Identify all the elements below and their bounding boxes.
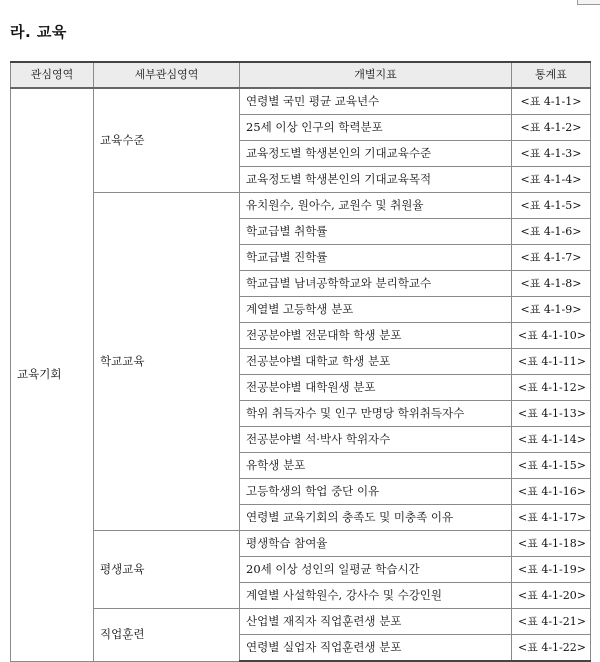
- table-row: [11, 609, 591, 635]
- subarea-cell: 평생교육: [94, 531, 240, 609]
- indicator-cell: 교육정도별 학생본인의 기대교육목적: [240, 167, 512, 193]
- indicator-cell: 유치원수, 원아수, 교원수 및 취원율: [240, 193, 512, 219]
- section-title: 라. 교육: [10, 23, 67, 41]
- stat-table-cell: <표 4-1-9>: [512, 297, 591, 323]
- stat-table-cell: <표 4-1-14>: [512, 427, 591, 453]
- indicator-cell: 고등학생의 학업 중단 이유: [240, 479, 512, 505]
- indicator-table: [10, 61, 591, 662]
- subarea-cell: 학교교육: [94, 193, 240, 531]
- stat-table-cell: <표 4-1-6>: [512, 219, 591, 245]
- indicator-cell: 교육정도별 학생본인의 기대교육수준: [240, 141, 512, 167]
- stat-table-cell: <표 4-1-21>: [512, 609, 591, 635]
- indicator-cell: 연령별 국민 평균 교육년수: [240, 88, 512, 115]
- indicator-cell: 연령별 실업자 직업훈련생 분포: [240, 635, 512, 662]
- stat-table-cell: <표 4-1-13>: [512, 401, 591, 427]
- table-row: [11, 531, 591, 557]
- indicator-cell: 평생학습 참여율: [240, 531, 512, 557]
- stat-table-cell: <표 4-1-11>: [512, 349, 591, 375]
- indicator-cell: 전공분야별 전문대학 학생 분포: [240, 323, 512, 349]
- table-body: [11, 88, 591, 661]
- table-row: [11, 88, 591, 115]
- stat-table-cell: <표 4-1-16>: [512, 479, 591, 505]
- corner-mark: [577, 0, 600, 5]
- header-row: [11, 62, 591, 88]
- stat-table-cell: <표 4-1-5>: [512, 193, 591, 219]
- indicator-cell: 전공분야별 대학교 학생 분포: [240, 349, 512, 375]
- header-subarea: 세부관심영역: [94, 62, 240, 88]
- stat-table-cell: <표 4-1-2>: [512, 115, 591, 141]
- header-area: 관심영역: [11, 62, 94, 88]
- stat-table-cell: <표 4-1-8>: [512, 271, 591, 297]
- stat-table-cell: <표 4-1-7>: [512, 245, 591, 271]
- stat-table-cell: <표 4-1-22>: [512, 635, 591, 662]
- stat-table-cell: <표 4-1-19>: [512, 557, 591, 583]
- subarea-cell: 교육수준: [94, 88, 240, 193]
- indicator-cell: 연령별 교육기회의 충족도 및 미충족 이유: [240, 505, 512, 531]
- indicator-cell: 학교급별 취학률: [240, 219, 512, 245]
- indicator-cell: 학교급별 남녀공학학교와 분리학교수: [240, 271, 512, 297]
- stat-table-cell: <표 4-1-10>: [512, 323, 591, 349]
- subarea-cell: 직업훈련: [94, 609, 240, 662]
- indicator-cell: 25세 이상 인구의 학력분포: [240, 115, 512, 141]
- indicator-cell: 학교급별 진학률: [240, 245, 512, 271]
- indicator-cell: 20세 이상 성인의 일평균 학습시간: [240, 557, 512, 583]
- stat-table-cell: <표 4-1-1>: [512, 88, 591, 115]
- indicator-cell: 계열별 사설학원수, 강사수 및 수강인원: [240, 583, 512, 609]
- header-indicator: 개별지표: [240, 62, 512, 88]
- indicator-cell: 계열별 고등학생 분포: [240, 297, 512, 323]
- stat-table-cell: <표 4-1-4>: [512, 167, 591, 193]
- stat-table-cell: <표 4-1-15>: [512, 453, 591, 479]
- indicator-cell: 산업별 재직자 직업훈련생 분포: [240, 609, 512, 635]
- header-table: 통계표: [512, 62, 591, 88]
- indicator-cell: 학위 취득자수 및 인구 만명당 학위취득자수: [240, 401, 512, 427]
- indicator-cell: 전공분야별 대학원생 분포: [240, 375, 512, 401]
- indicator-cell: 전공분야별 석·박사 학위자수: [240, 427, 512, 453]
- table-row: [11, 193, 591, 219]
- stat-table-cell: <표 4-1-17>: [512, 505, 591, 531]
- stat-table-cell: <표 4-1-3>: [512, 141, 591, 167]
- area-cell: 교육기회: [11, 88, 94, 661]
- stat-table-cell: <표 4-1-12>: [512, 375, 591, 401]
- stat-table-cell: <표 4-1-20>: [512, 583, 591, 609]
- stat-table-cell: <표 4-1-18>: [512, 531, 591, 557]
- indicator-cell: 유학생 분포: [240, 453, 512, 479]
